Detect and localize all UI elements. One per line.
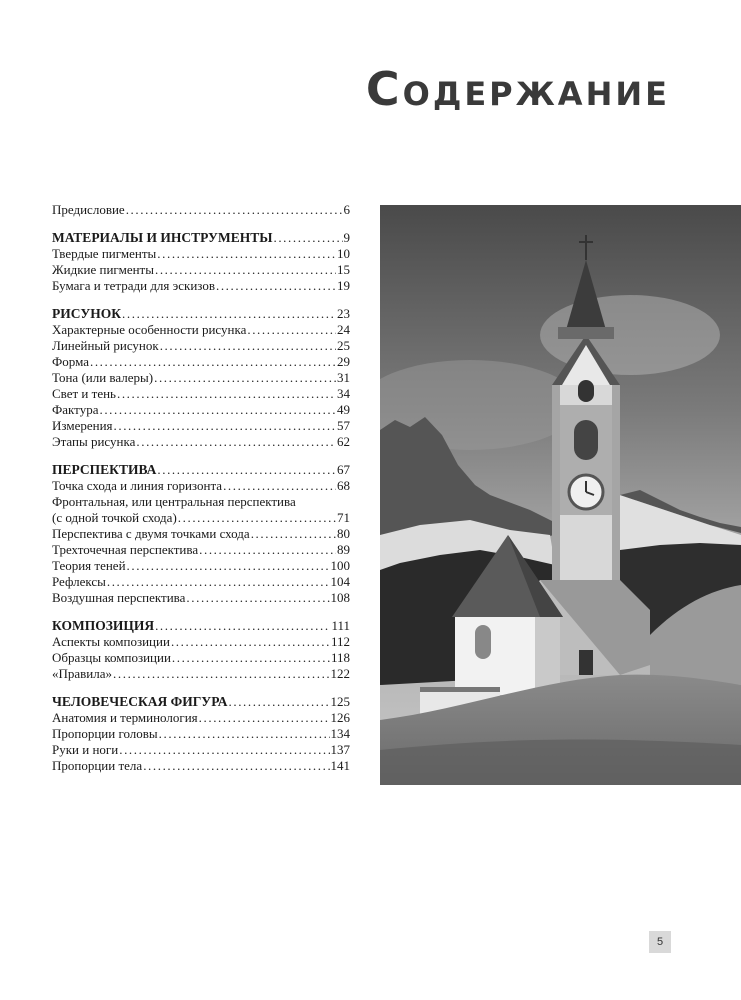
toc-entry[interactable] [52,478,350,494]
toc-page-number: 10 [337,246,350,261]
toc-entry[interactable] [52,386,350,402]
toc-entry-label: Перспектива с двумя точками схода [52,526,250,541]
toc-page-number: 122 [330,666,350,681]
toc-entry[interactable] [52,418,350,434]
toc-entry[interactable] [52,278,350,294]
toc-entry-label: «Правила» [52,666,113,681]
toc-entry-label: Образцы композиции [52,650,171,665]
toc-section [52,202,350,218]
dot-leader [160,338,336,354]
toc-entry[interactable] [52,742,350,758]
toc-entry[interactable] [52,402,350,418]
dot-leader [186,590,329,606]
toc-entry[interactable] [52,510,350,526]
toc-entry-label: Тона (или валеры) [52,370,154,385]
toc-entry-label: Трехточечная перспектива [52,542,199,557]
toc-page-number: 57 [337,418,350,433]
toc-entry[interactable] [52,574,350,590]
dot-leader [155,618,330,634]
toc-page-number: 49 [337,402,350,417]
dot-leader [119,742,329,758]
toc-page-number: 108 [330,590,350,605]
dot-leader [216,278,336,294]
toc-page-number: 62 [337,434,350,449]
dot-leader [157,246,336,262]
toc-page-number: 126 [330,710,350,725]
toc-entry[interactable] [52,590,350,606]
toc-section [52,618,350,682]
toc-page-number: 15 [337,262,350,277]
toc-entry[interactable] [52,710,350,726]
toc-entry[interactable] [52,758,350,774]
dot-leader [223,478,336,494]
dot-leader [199,542,336,558]
toc-page-number: 31 [337,370,350,385]
toc-entry-label: (с одной точкой схода) [52,510,177,525]
dot-leader [122,306,336,322]
dot-leader [143,758,329,774]
dot-leader [155,262,336,278]
toc-entry-label: Жидкие пигменты [52,262,154,277]
toc-chapter[interactable] [52,694,350,710]
dot-leader [157,462,336,478]
toc-page-number: 100 [330,558,350,573]
toc-page-number: 67 [337,462,350,477]
dot-leader [90,354,336,370]
toc-entry-label: Этапы рисунка [52,434,136,449]
toc-page-number: 29 [337,354,350,369]
toc-entry-label: ЧЕЛОВЕЧЕСКАЯ ФИГУРА [52,694,228,709]
table-of-contents [52,202,350,786]
dot-leader [136,434,336,450]
toc-entry-label: ПЕРСПЕКТИВА [52,462,157,477]
dot-leader [117,386,336,402]
toc-chapter[interactable] [52,306,350,322]
dot-leader [199,710,330,726]
toc-page-number: 112 [330,634,350,649]
toc-page-number: 89 [337,542,350,557]
dot-leader [171,634,330,650]
toc-entry-label: КОМПОЗИЦИЯ [52,618,155,633]
toc-entry-label: Пропорции тела [52,758,143,773]
toc-entry-label: Бумага и тетради для эскизов [52,278,215,293]
toc-page-number: 23 [337,306,350,321]
toc-entry-label: Предисловие [52,202,125,217]
toc-entry-label: РИСУНОК [52,306,122,321]
toc-entry[interactable] [52,370,350,386]
dot-leader [114,418,337,434]
dot-leader [178,510,336,526]
toc-page-number: 118 [330,650,350,665]
toc-entry-label: Линейный рисунок [52,338,159,353]
toc-entry-label: Характерные особенности рисунка [52,322,247,337]
toc-entry[interactable] [52,338,350,354]
toc-entry[interactable] [52,526,350,542]
toc-page-number: 141 [330,758,350,773]
toc-chapter[interactable] [52,462,350,478]
dot-leader [251,526,336,542]
page-number: 5 [649,931,671,953]
church-illustration [380,205,741,785]
toc-page-number: 6 [343,202,350,217]
toc-entry-label: Свет и тень [52,386,116,401]
toc-chapter[interactable] [52,618,350,634]
toc-entry[interactable] [52,542,350,558]
toc-entry-label: Теория теней [52,558,126,573]
page-title: Содержание [365,62,670,116]
toc-page-number: 34 [337,386,350,401]
toc-entry-label: Воздушная перспектива [52,590,186,605]
toc-page-number: 24 [337,322,350,337]
toc-entry[interactable] [52,262,350,278]
toc-entry[interactable] [52,322,350,338]
toc-page-number: 137 [330,742,350,757]
toc-page-number: 19 [337,278,350,293]
toc-page-number: 125 [330,694,350,709]
dot-leader [172,650,330,666]
dot-leader [113,666,329,682]
toc-section [52,462,350,606]
toc-entry-label: Фактура [52,402,99,417]
toc-entry[interactable] [52,354,350,370]
toc-entry-label: Руки и ноги [52,742,119,757]
toc-entry-label: Измерения [52,418,113,433]
toc-chapter[interactable] [52,230,350,246]
toc-entry-label: Аспекты композиции [52,634,170,649]
dot-leader [247,322,336,338]
toc-entry-label: Анатомия и терминология [52,710,198,725]
dot-leader [107,574,330,590]
toc-entry-label: Рефлексы [52,574,106,589]
toc-page-number: 134 [330,726,350,741]
toc-entry[interactable] [52,650,350,666]
dot-leader [126,202,343,218]
toc-entry[interactable] [52,726,350,742]
toc-entry-label: Фронтальная, или центральная перспектива [52,494,296,509]
toc-page-number: 25 [337,338,350,353]
toc-entry[interactable] [52,202,350,218]
toc-section [52,230,350,294]
dot-leader [229,694,330,710]
toc-entry[interactable] [52,634,350,650]
dot-leader [273,230,342,246]
dot-leader [127,558,330,574]
dot-leader [159,726,330,742]
toc-entry[interactable] [52,494,350,510]
toc-page-number: 68 [337,478,350,493]
toc-entry-label: Точка схода и линия горизонта [52,478,223,493]
toc-entry-label: Твердые пигменты [52,246,157,261]
toc-entry[interactable] [52,666,350,682]
toc-page-number: 111 [331,618,350,633]
toc-entry-label: Пропорции головы [52,726,158,741]
toc-entry[interactable] [52,246,350,262]
toc-section [52,306,350,450]
toc-entry[interactable] [52,434,350,450]
toc-page-number: 71 [337,510,350,525]
toc-section [52,694,350,774]
toc-entry[interactable] [52,558,350,574]
toc-page-number: 80 [337,526,350,541]
toc-page-number: 104 [330,574,350,589]
toc-entry-label: МАТЕРИАЛЫ И ИНСТРУМЕНТЫ [52,230,273,245]
toc-page-number: 9 [343,230,350,245]
toc-entry-label: Форма [52,354,89,369]
dot-leader [99,402,336,418]
dot-leader [154,370,336,386]
